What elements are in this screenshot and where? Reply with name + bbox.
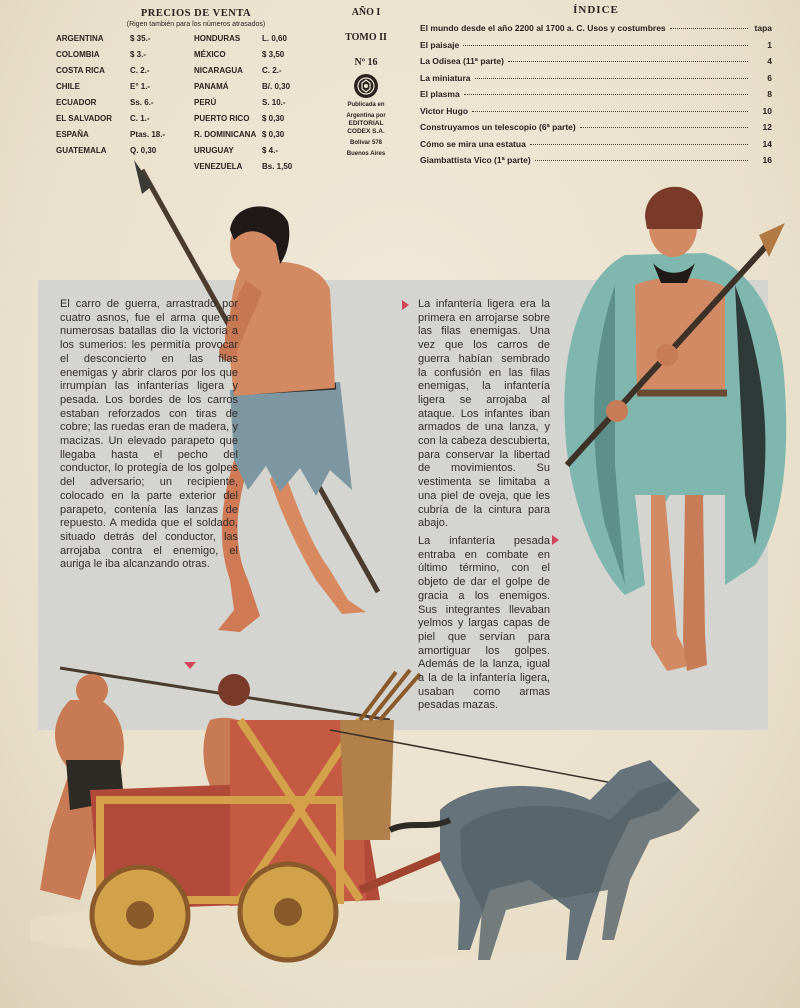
index-entry[interactable]: La miniatura 6 [420,72,772,83]
price-row: ESPAÑA Ptas. 18.- [56,130,166,139]
article-column-heavy-infantry: La infantería pesada entraba en combate en último término, con el objeto de dar el golpe de gracia a los enemigos. Sus integrantes llevaban yelmos y largas capas de piel que servían para amortiguar los golpes. Además de la lanza, igual a la de la infantería ligera, usaban como armas pesadas mazas. [418,535,550,712]
publisher-name1: EDITORIAL [348,120,384,127]
price-row: CHILE E° 1.- [56,82,151,91]
price-row: ECUADOR Ss. 6.- [56,98,154,107]
price-row: PANAMÁ B/. 0,30 [194,82,291,91]
price-row: R. DOMINICANA $ 0,30 [194,130,285,139]
article-column-chariot: El carro de guerra, arrastrado por cuatro asnos, fue el arma que en numerosas batallas dio la victoria a los sumerios: les permitía provocar el desconcierto en las filas enemigas y abrir claros por los que irrumpían las infanterías ligera y pesada. Los bordes de los carros estaban reforzados con tiras de cobre; las ruedas eran de madera, y macizas. Un elevado parapeto que llegaba hasta el pecho del conductor, lo protegía de los golpes del adversario; un recipiente, colocado en la parte exterior del parapeto, contenía las lanzas de repuesto. A medida que el soldado, situado detrás del conductor, las arrojaba contra el enemigo, el auriga le iba alcanzando otras. [60,298,238,571]
index-entry[interactable]: Cómo se mira una estatua 14 [420,138,772,149]
index-entry[interactable]: El mundo desde el año 2200 al 1700 a. C. Usos y costumbres tapa [420,23,772,33]
index-section [420,4,772,172]
index-entry[interactable]: El paisaje 1 [420,39,772,50]
masthead [326,6,406,158]
index-title: ÍNDICE [573,4,619,16]
issue-volume: TOMO II [345,32,387,43]
index-entry[interactable]: Victor Hugo 10 [420,105,772,116]
publisher-address1: Bolívar 578 [349,140,383,146]
price-row: EL SALVADOR C. 1.- [56,114,150,123]
issue-year: AÑO I [351,7,381,18]
price-row: ARGENTINA $ 35.- [56,34,151,43]
prices-subtitle: (Rigen también para los números atrasados) [126,21,266,28]
publisher-line1: Publicada en [347,102,385,108]
codex-logo-icon [354,74,378,98]
article-column-light-infantry: La infantería ligera era la primera en arrojarse sobre las filas enemigas. Una vez que los carros de guerra habían sembrado la confusión en las filas enemigas, la infantería ligera se arrojaba al ataque. Los infantes iban armados de una lanza, y con la cabeza descubierta, para conservar la libertad de movimientos. Su vestimenta se limitaba a una piel de oveja, que les cubría de la cintura para abajo. [418,298,550,530]
price-row: MÉXICO $ 3,50 [194,50,285,59]
price-row: HONDURAS L. 0,60 [194,34,287,43]
price-row: VENEZUELA Bs. 1,50 [194,162,293,171]
continue-arrow-icon [184,662,196,669]
prices-title: PRECIOS DE VENTA [140,8,252,19]
heavy-infantry-illustration [555,165,795,695]
section-marker-icon [552,535,559,545]
war-chariot-illustration [30,660,720,980]
publisher-address2: Buenos Aires [346,151,386,157]
index-entry[interactable]: La Odisea (11ª parte) 4 [420,56,772,66]
price-row: PUERTO RICO $ 0,30 [194,114,285,123]
issue-number: Nº 16 [354,57,378,68]
index-entry[interactable]: Construyamos un telescopio (6ª parte) 12 [420,122,772,132]
index-entry[interactable]: Giambattista Vico (1ª parte) 16 [420,155,772,165]
prices-section [56,8,316,172]
price-row: GUATEMALA Q. 0,30 [56,146,157,155]
price-row: PERÚ S. 10.- [194,98,286,107]
section-marker-icon [402,300,409,310]
price-row: URUGUAY $ 4.- [194,146,279,155]
price-row: NICARAGUA C. 2.- [194,66,282,75]
prices-table [56,33,316,172]
price-row: COLOMBIA $ 3.- [56,50,147,59]
price-row: COSTA RICA C. 2.- [56,66,150,75]
publisher-line2: Argentina por [346,113,386,119]
publisher-name2: CODEX S.A. [347,128,385,135]
index-entry[interactable]: El plasma 8 [420,89,772,99]
